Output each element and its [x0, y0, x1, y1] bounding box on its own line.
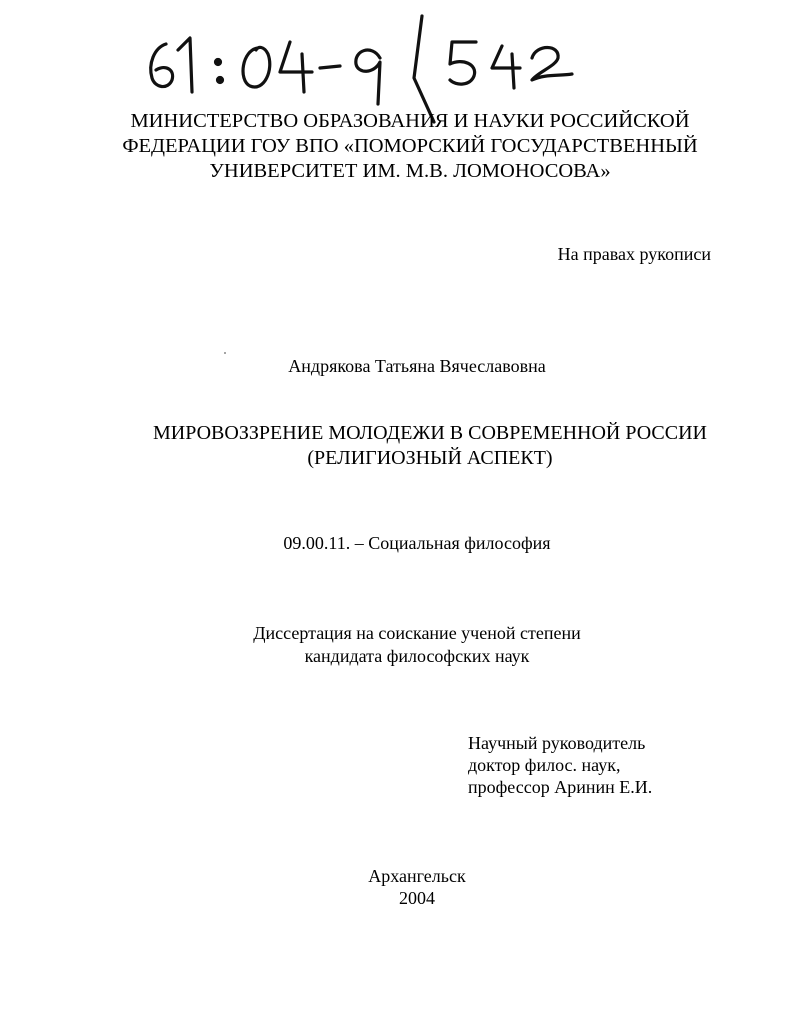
scan-speck — [224, 352, 226, 354]
author-name: Андрякова Татьяна Вячеславовна — [288, 356, 546, 376]
year: 2004 — [399, 888, 435, 908]
supervisor-block — [468, 732, 652, 798]
supervisor-line-3: профессор Аринин Е.И. — [468, 777, 653, 797]
degree-line-1: Диссертация на соискание ученой степени — [253, 623, 581, 643]
degree-line-2: кандидата философских наук — [304, 646, 530, 666]
rights-note: На правах рукописи — [557, 244, 711, 264]
institution-line-2: ФЕДЕРАЦИИ ГОУ ВПО «ПОМОРСКИЙ ГОСУДАРСТВЕННЫЙ — [122, 135, 698, 157]
supervisor-line-2: доктор филос. наук, — [468, 755, 621, 775]
institution-name — [100, 109, 720, 184]
title-line-2: (РЕЛИГИОЗНЫЙ АСПЕКТ) — [307, 447, 553, 469]
city: Архангельск — [368, 866, 466, 886]
dissertation-title — [140, 421, 720, 471]
institution-line-3: УНИВЕРСИТЕТ ИМ. М.В. ЛОМОНОСОВА» — [209, 160, 611, 182]
place-and-year — [0, 865, 792, 909]
degree-statement — [0, 622, 792, 668]
institution-line-1: МИНИСТЕРСТВО ОБРАЗОВАНИЯ И НАУКИ РОССИЙСКОЙ — [130, 110, 690, 132]
supervisor-line-1: Научный руководитель — [468, 733, 646, 753]
title-line-1: МИРОВОЗЗРЕНИЕ МОЛОДЕЖИ В СОВРЕМЕННОЙ РОССИИ — [153, 422, 707, 444]
handwritten-code-drawing — [140, 14, 600, 124]
specialty-code: 09.00.11. – Социальная философия — [283, 533, 551, 553]
handwritten-archive-code — [140, 14, 600, 124]
